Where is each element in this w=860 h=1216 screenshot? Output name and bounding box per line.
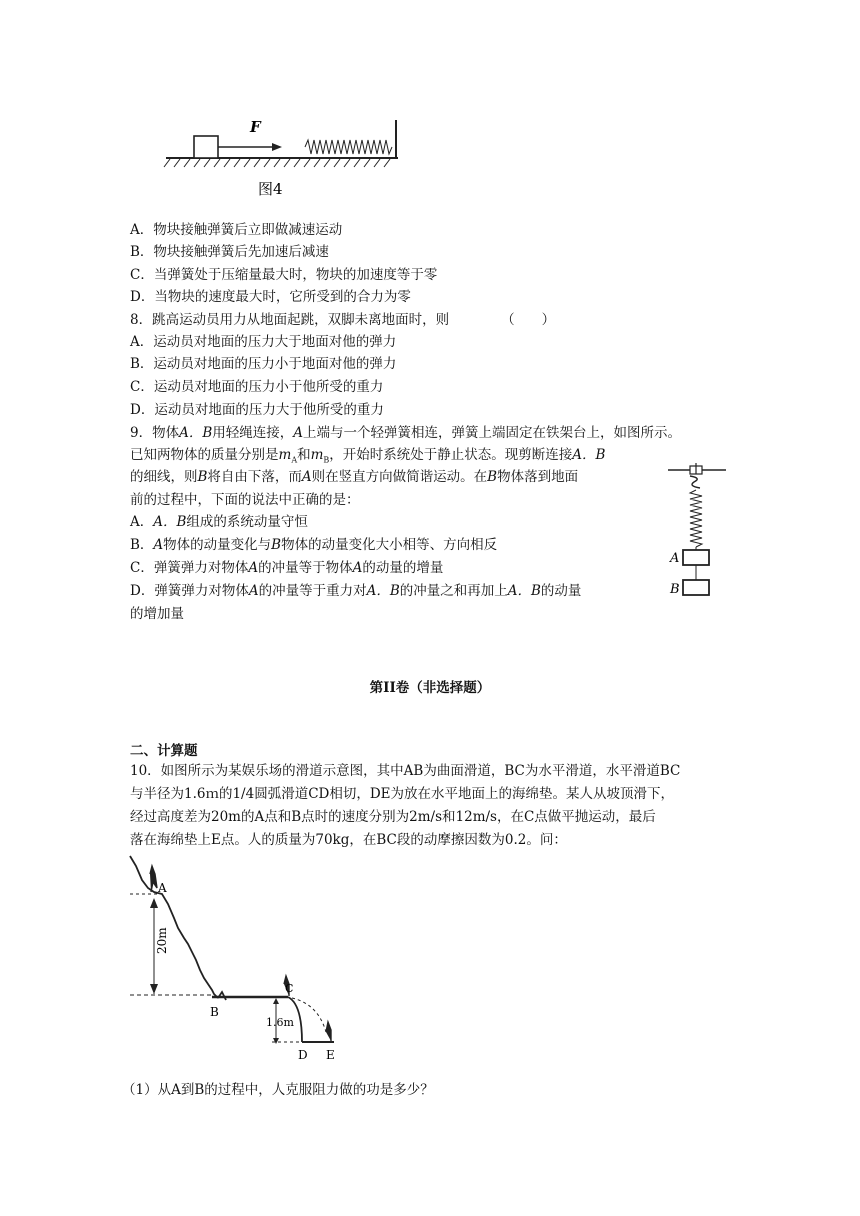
q9-option-a: A．A．B组成的系统动量守恒 [130,514,308,530]
q9-option-d-cont: 的增加量 [130,606,184,622]
q9-option-b: B．A物体的动量变化与B物体的动量变化大小相等、方向相反 [130,537,498,553]
block [194,136,218,158]
q9-option-c: C．弹簧弹力对物体A的冲量等于物体A的动量的增量 [130,560,444,576]
q8-option-a: A．运动员对地面的压力大于地面对他的弹力 [130,334,397,350]
q7-option-d: D．当物块的速度最大时，它所受到的合力为零 [130,289,411,305]
q8-option-b: B．运动员对地面的压力小于地面对他的弹力 [130,356,397,372]
q9-line-2: 已知两物体的质量分别是$m_A$和$m_B$，开始时系统处于静止状态。现剪断连接A．B [130,447,606,465]
q9-line-4: 前的过程中，下面的说法中正确的是： [130,492,360,508]
label-b: B [210,1005,219,1019]
figure-4-caption: 图4 [258,180,283,198]
label-a: A [158,881,167,895]
q10-slide-diagram [126,852,356,1072]
section-title: 第II卷（非选择题） [369,680,491,696]
q8-answer-paren: （ ） [501,312,556,328]
q7-option-c: C．当弹簧处于压缩量最大时，物块的加速度等于零 [130,267,438,283]
q9-line-1: 9．物体A．B用轻绳连接，A上端与一个轻弹簧相连，弹簧上端固定在铁架台上，如图所示。 [130,425,682,441]
q10-line-4: 落在海绵垫上E点。人的质量为70kg，在BC段的动摩擦因数为0.2。问： [130,832,567,848]
radius-label: 1.6m [266,1016,294,1029]
label-b: B [670,582,680,597]
q8-option-c: C．运动员对地面的压力小于他所受的重力 [130,379,384,395]
label-c: C [285,982,294,995]
q9-spring-diagram [660,462,740,642]
force-label: F [250,118,261,136]
q10-line-2: 与半径为1.6ｍ的1/4圆弧滑道CD相切，DE为放在水平地面上的海绵垫。某人从坡顶滑下， [130,786,675,802]
curved-slide-ab [130,856,218,998]
q9-line-3: 的细线，则B将自由下落，而A则在竖直方向做简谐运动。在B物体落到地面 [130,469,579,485]
label-a: A [670,551,680,566]
part-title: 二、计算题 [130,743,198,759]
q9-spring [690,490,702,547]
label-e: E [326,1048,335,1062]
q10-line-1: 10．如图所示为某娱乐场的滑道示意图，其中AB为曲面滑道，BC为水平滑道，水平滑道BC [130,763,681,779]
q10-sub-question-1: （1）从A到B的过程中，人克服阻力做的功是多少？ [122,1082,434,1098]
q9-option-d: D．弹簧弹力对物体A的冲量等于重力对A．B的冲量之和再加上A．B的动量 [130,583,582,599]
q8-stem [130,309,555,331]
q8-option-d: D．运动员对地面的压力大于他所受的重力 [130,402,384,418]
block-b [683,580,709,595]
figure-4-diagram [160,112,420,202]
label-d: D [298,1048,308,1062]
trajectory-ce [292,998,326,1032]
q7-option-a: A．物块接触弹簧后立即做减速运动 [130,222,343,238]
q10-line-3: 经过高度差为20m的A点和B点时的速度分别为2m/s和12m/s，在C点做平抛运动，最后 [130,809,656,825]
spring [305,140,392,154]
q7-option-b: B．物块接触弹簧后先加速后减速 [130,244,329,260]
block-a [683,550,709,565]
height-label: 20m [155,927,169,954]
q8-stem-text: 8．跳高运动员用力从地面起跳，双脚未离地面时，则 [130,312,450,328]
